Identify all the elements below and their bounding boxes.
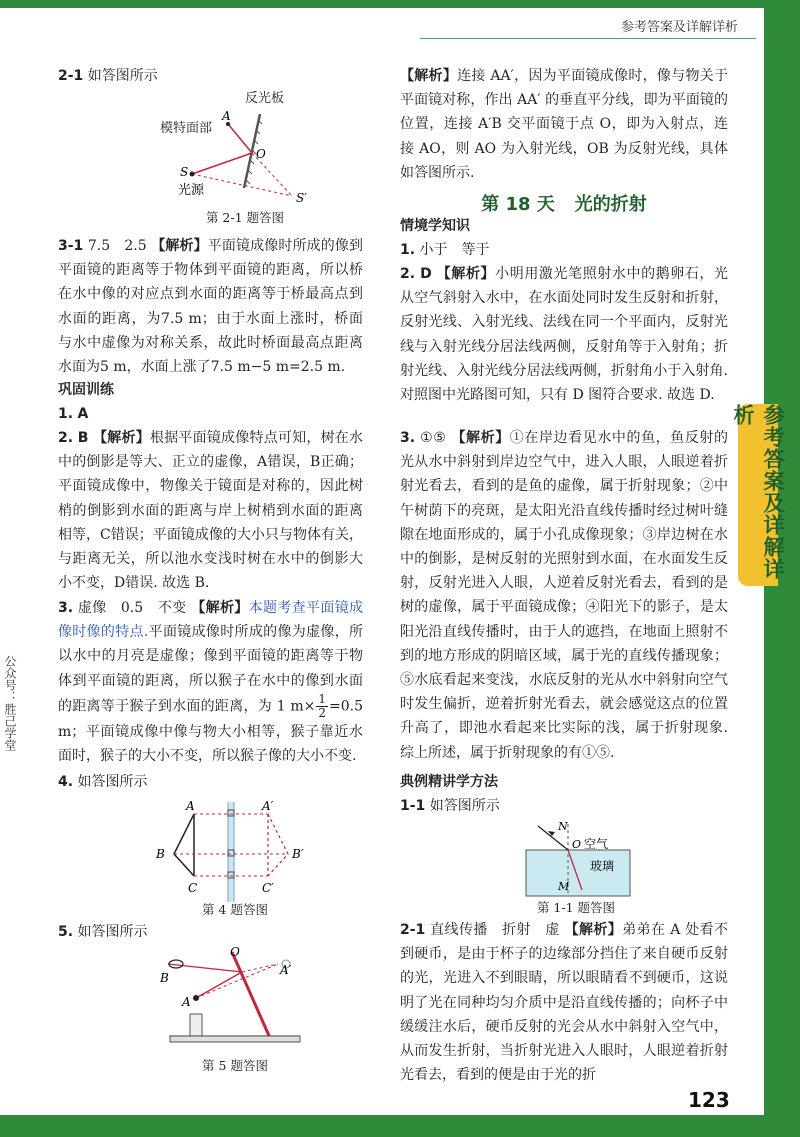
figure-5 xyxy=(160,944,310,1054)
label-model: 模特面部 xyxy=(160,121,213,136)
candle-icon xyxy=(190,1014,202,1036)
q3: 3. 虚像 0.5 不变 【解析】本题考查平面镜成像时像的特点.平面镜成像时所成的像为虚像，所以水中的月亮是虚像；像到平面镜的距离等于物体到平面镜的距离，所以猴子在水中的像到水面的距离等于猴子到水面的距离，为 1 m× $\frac{1}{2}$ =0.5 m；平面镜成像中像与物大小相等，猴子靠近水面时，猴子的大小不变，所以猴子像的大小不变. xyxy=(58,600,364,765)
reflected-ray xyxy=(228,124,252,153)
figure-1-1 xyxy=(516,818,636,898)
label-a: A xyxy=(222,109,231,123)
label-source: 光源 xyxy=(178,183,205,198)
point-s xyxy=(190,172,195,177)
mirror xyxy=(228,802,234,902)
r-q1-1-line: 1-1 如答图所示 xyxy=(400,798,500,814)
label-air: 空气 xyxy=(584,837,609,851)
glass-block xyxy=(526,850,630,896)
day-title: 第 18 天 光的折射 xyxy=(481,194,647,215)
label-o: O xyxy=(230,945,240,959)
figure-2-1 xyxy=(160,88,330,208)
object-abc xyxy=(174,814,194,876)
side-tab xyxy=(731,404,785,586)
caption-1-1: 第 1-1 题答图 xyxy=(536,900,616,915)
symmetry-line xyxy=(192,174,292,196)
q5-line: 5. 如答图所示 xyxy=(58,924,148,940)
q1: 1. A xyxy=(58,406,89,422)
page-number: 123 xyxy=(688,1088,730,1112)
caption-5: 第 5 题答图 xyxy=(202,1058,268,1073)
bottom-green-band xyxy=(0,1115,800,1137)
label-b: B xyxy=(160,971,169,985)
label-c-prime: C′ xyxy=(262,881,274,895)
r-q3: 3. ①⑤ 【解析】①在岸边看见水中的鱼，鱼反射的光从水中斜射到岸边空气中，进入人眼，人眼逆着折射光看去，看到的是鱼的虚像，属于折射现象；②中午树荫下的亮斑，是太阳光沿直线传播时经过树叶缝隙在地面形成的，属于小孔成像现象；③岸边树在水中的倒影，是树反射的光照射到水面，在水面发生反射，反射光进入人眼，人逆着反射光看去，看到的是树的虚像，属于平面镜成像；④阳光下的影子，是太阳光沿直线传播时，由于人的遮挡，在地面上照射不到的地方形成的阴暗区域，属于光的直线传播现象；⑤水底看起来变浅，水底反射的光从水中斜射向空气时发生偏折，逆着折射光看去，就会感觉这点的位置升高了，即池水看起来比实际的浅，属于折射现象. 综上所述，属于折射现象的有①⑤. xyxy=(400,430,729,761)
header-rule xyxy=(420,38,756,39)
label-a: A xyxy=(186,799,195,813)
r-q1: 1. 小于 等于 xyxy=(400,242,490,258)
section-gonggu: 巩固训练 xyxy=(58,382,114,398)
q4-line: 4. 如答图所示 xyxy=(58,774,148,790)
label-s: S xyxy=(180,165,189,179)
image-abc xyxy=(268,814,288,876)
label-n: N xyxy=(558,820,568,833)
label-a-prime: A′ xyxy=(262,799,274,813)
point-a xyxy=(193,995,199,1001)
label-c: C xyxy=(188,881,198,895)
r-q2: 2. D 【解析】小明用激光笔照射水中的鹅卵石，光从空气斜射入水中，在水面处同时发生反射和折射，反射光线、入射光线、法线在同一个平面内，反射光线与入射光线分居法线两侧，反射角等于入射角；折射光线、入射光线分居法线两侧，折射角小于入射角. 对照图中光路图可知，只有 D 图符合要求. 故选 D. xyxy=(400,266,729,404)
section-dianli: 典例精讲学方法 xyxy=(400,774,498,790)
q3-1: 3-1 7.5 2.5 【解析】平面镜成像时所成的像到平面镜的距离等于物体到平面镜的距离，所以桥在水中像的对应点到水面的距离等于桥最高点到水面的距离，为7.5 m；由于水面上涨时，桥面与水中虚像为对称关系，故此时桥面最高点距离水面为5 m，水面上涨了7.5 m−5 m=2.5 m. xyxy=(58,238,364,376)
caption-4: 第 4 题答图 xyxy=(202,902,268,917)
r-q2-1: 2-1 直线传播 折射 虚 【解析】弟弟在 A 处看不到硬币，是由于杯子的边缘部分挡住了来自硬币反射的光，光进入不到眼睛，所以眼睛看不到硬币，这说明了光在同种均匀介质中是沿直线传播的；向杯子中缓缓注水后，硬币反射的光会从水中斜射入空气中，从而发生折射，当折射光进入人眼时，人眼逆着折射光看去，看到的便是由于光的折 xyxy=(400,922,729,1084)
label-o: O xyxy=(572,838,582,851)
mirror-line xyxy=(232,952,270,1038)
side-tab-label: 参考答案及详解详析 xyxy=(731,404,785,580)
q2: 2. B 【解析】根据平面镜成像特点可知，树在水中的倒影是等大、正立的虚像，A错误，B正确；平面镜成像中，物像关于镜面是对称的，因此树梢的倒影到水面的距离与岸上树梢到水面的距离相等，C错误；平面镜成像的大小只与物体有关，与距离无关，所以池水变浅时树在水中的倒影大小不变，D错误. 故选 B. xyxy=(58,430,364,592)
label-board: 反光板 xyxy=(245,91,285,106)
running-header: 参考答案及详解详析 xyxy=(620,20,738,35)
label-b: B xyxy=(156,847,165,861)
p-top-analysis: 【解析】连接 AA′，因为平面镜成像时，像与物关于平面镜对称，作出 AA′ 的垂直平分线，即为平面镜的位置，连接 A′B 交平面镜于点 O，即为入射点，连接 AO，则 AO 为入射光线，OB 为反射光线，具体如答图所示. xyxy=(400,68,728,181)
label-glass: 玻璃 xyxy=(590,859,615,873)
q2-1-line: 2-1 如答图所示 xyxy=(58,68,158,84)
label-s-prime: S′ xyxy=(296,191,307,205)
gongzhonghao-watermark: 公众号：胜己学堂 xyxy=(3,655,17,751)
label-m: M xyxy=(558,880,570,893)
fraction: $\frac{1}{2}$ xyxy=(318,691,326,720)
incident-ray xyxy=(192,153,252,174)
incident-ray xyxy=(196,972,242,998)
top-green-band xyxy=(0,0,800,8)
figure-4 xyxy=(150,796,320,906)
label-b-prime: B′ xyxy=(292,847,304,861)
label-a-prime: A′ xyxy=(280,963,292,977)
label-a: A xyxy=(182,995,191,1009)
section-qingjing: 情境学知识 xyxy=(400,218,470,234)
label-o: O xyxy=(256,147,266,161)
caption-2-1: 第 2-1 题答图 xyxy=(205,210,285,225)
